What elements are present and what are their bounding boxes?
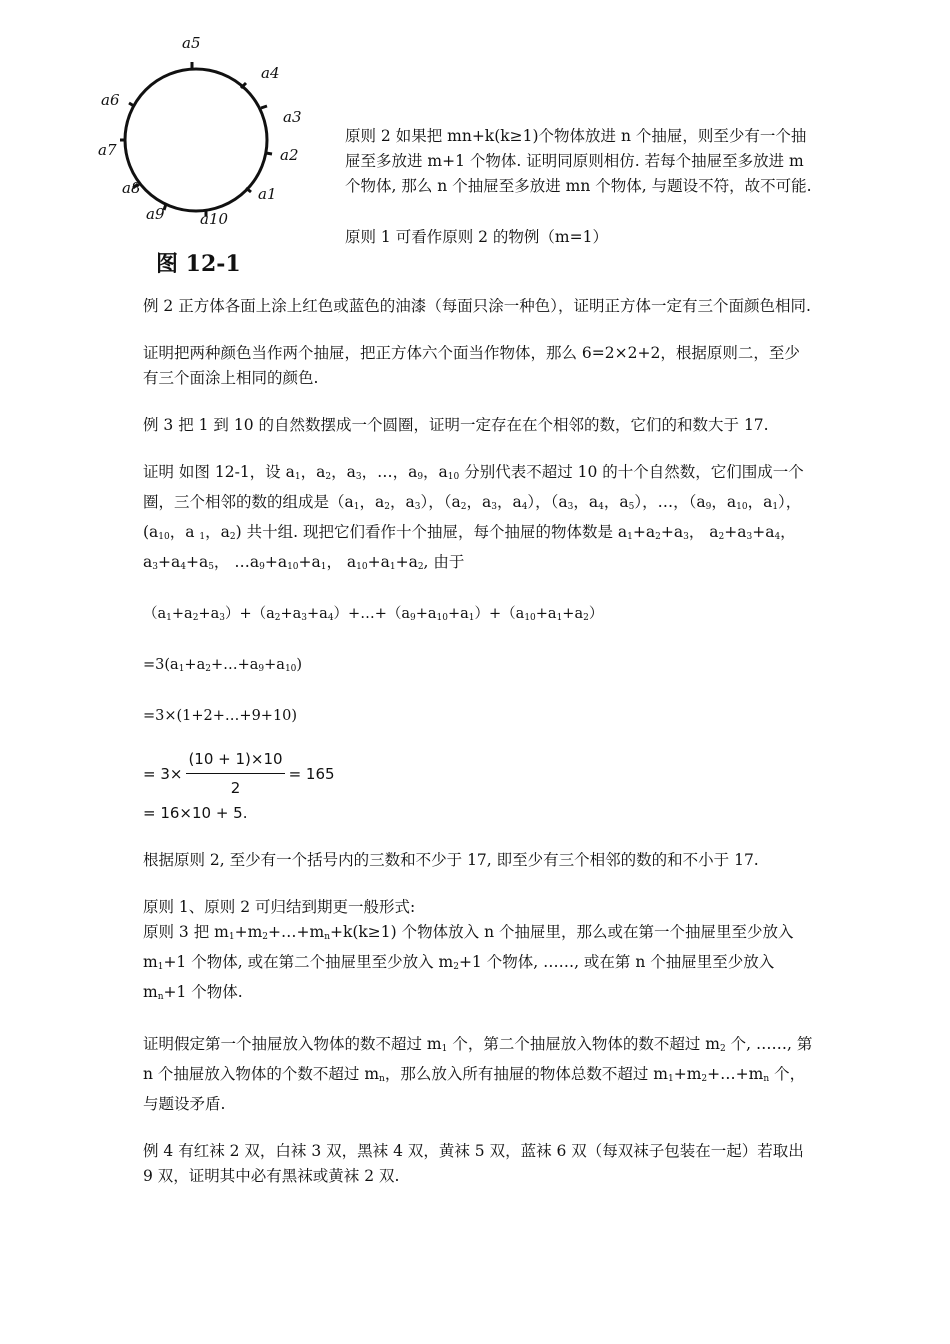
label-a1: a1 <box>258 185 277 203</box>
circle-diagram <box>96 28 331 278</box>
equation-2: $=3(a_1+a_2+\dots+a_9+a_{10})$ <box>143 657 303 674</box>
fraction <box>186 747 284 801</box>
example-2-proof: 证明把两种颜色当作两个抽屉，把正方体六个面当作物体，那么 6=2×2+2，根据原则二，至少有三个面涂上相同的颜色. <box>143 344 800 387</box>
main-text <box>143 294 813 1211</box>
eq4-suffix: = 165 <box>288 764 335 783</box>
label-a8: a8 <box>122 179 141 197</box>
figure-caption: 图 12-1 <box>156 251 241 277</box>
label-a10: a10 <box>200 210 229 228</box>
example-4-problem: 例 4 有红袜 2 双，白袜 3 双，黑袜 4 双，黄袜 5 双，蓝袜 6 双（每双袜子包装在一起）若取出 9 双，证明其中必有黑袜或黄袜 2 双. <box>143 1142 804 1185</box>
example-3-problem: 例 3 把 1 到 10 的自然数摆成一个圆圈，证明一定存在在个相邻的数，它们的和数大于 17. <box>143 416 769 434</box>
tick-a3 <box>261 106 267 108</box>
label-a5: a5 <box>182 34 201 52</box>
principle-3-proof: 证明假定第一个抽屉放入物体的数不超过 $m_1$ 个，第二个抽屉放入物体的数不超过 $m_2$ 个, ……, 第 n 个抽屉放入物体的个数不超过 $m_n$，那么放入所有抽屉的物体总数不超过 $m_1+m_2+\dots+m_n$ 个，与题设矛盾. <box>143 1035 813 1113</box>
label-a7: a7 <box>98 141 117 159</box>
example-3-conclusion: 根据原则 2, 至少有一个括号内的三数和不少于 17, 即至少有三个相邻的数的和不小于 17. <box>143 851 759 869</box>
example-2-problem: 例 2 正方体各面上涂上红色或蓝色的油漆（每面只涂一种色），证明正方体一定有三个面颜色相同. <box>143 297 811 315</box>
principle-2-block <box>345 124 815 250</box>
figure-12-1 <box>96 28 331 278</box>
principle-3-intro: 原则 1、原则 2 可归结到期更一般形式: <box>143 898 416 916</box>
principle-2-text: 原则 2 如果把 mn+k(k≥1)个物体放进 n 个抽屉，则至少有一个抽屉至多放进 m+1 个物体. 证明同原则相仿. 若每个抽屉至多放进 m 个物体, 那么 n 个抽屉至多放进 mn 个物体, 与题设不符，故不可能. <box>345 127 812 195</box>
example-3-proof: 证明 如图 12-1，设 $a_1$，$a_2$，$a_3$，…，$a_9$，$a_{10}$ 分别代表不超过 10 的十个自然数，它们围成一个圈，三个相邻的数的组成是（$a_1$，$a_2$，$a_3$），（$a_2$，$a_3$，$a_4$），（$a_3$，$a_4$，$a_5$），…，（$a_9$，$a_{10}$，$a_1$），($a_{10}$，a $_1$，$a_2$) 共十组. 现把它们看作十个抽屉，每个抽屉的物体数是 $a_1+a_2+a_3$， $a_2+a_3+a_4$， $a_3+a_4+a_5$， $\dots a_9+a_{10}+a_1$， $a_{10}+a_1+a_2$, 由于 <box>143 463 804 572</box>
label-a4: a4 <box>261 64 280 82</box>
tick-a2 <box>266 153 272 154</box>
equation-5: = 16×10 + 5. <box>143 804 248 822</box>
label-a2: a2 <box>280 146 299 164</box>
label-a9: a9 <box>146 205 165 223</box>
eq4-prefix: = 3× <box>143 764 183 783</box>
principle-1-note: 原则 1 可看作原则 2 的物例（m=1） <box>345 228 608 246</box>
fraction-denominator: 2 <box>230 779 241 797</box>
fraction-numerator: (10 + 1)×10 <box>186 747 284 774</box>
label-a6: a6 <box>101 91 120 109</box>
equation-3: =3×(1+2+…+9+10) <box>143 708 298 724</box>
equation-1: $(a_1+a_2+a_3)+(a_2+a_3+a_4)+\dots+(a_9+a_{10}+a_1)+(a_{10}+a_1+a_2)$ <box>143 606 604 623</box>
equation-4 <box>143 747 813 801</box>
principle-3-text: 原则 3 把 $m_1+m_2+\dots+m_n+k(k\ge 1)$ 个物体放入 n 个抽屉里，那么或在第一个抽屉里至少放入 $m_1+1$ 个物体, 或在第二个抽屉里至少放入 $m_2+1$ 个物体, ……, 或在第 n 个抽屉里至少放入 $m_n+1$ 个物体. <box>143 923 794 1002</box>
circle <box>125 69 267 211</box>
label-a3: a3 <box>283 108 302 126</box>
tick-a6 <box>129 103 134 106</box>
